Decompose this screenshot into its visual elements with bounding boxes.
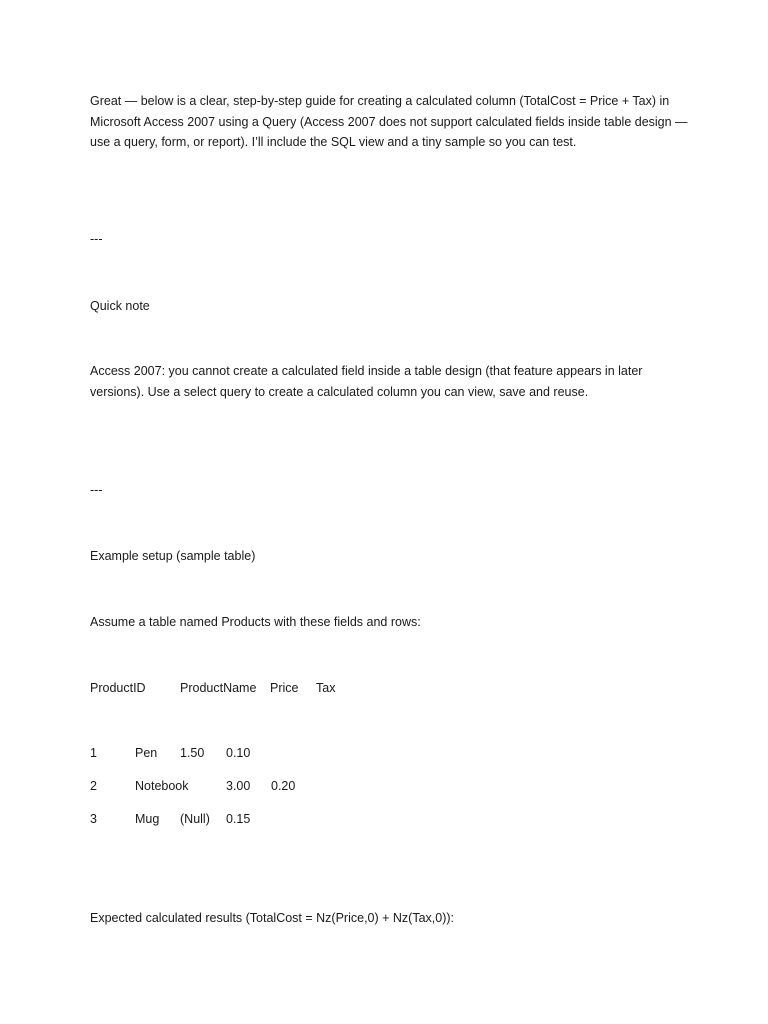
table-cell: 0.20 bbox=[271, 779, 296, 793]
separator: --- bbox=[90, 483, 103, 497]
table-cell: 1 bbox=[90, 746, 97, 760]
separator: --- bbox=[90, 232, 103, 246]
table-cell: Mug bbox=[135, 812, 160, 826]
table-header-cell: ProductName bbox=[180, 681, 257, 695]
table-header-cell: Tax bbox=[316, 681, 336, 695]
example-intro: Assume a table named Products with these fields and rows: bbox=[90, 615, 421, 629]
table-header-cell: ProductID bbox=[90, 681, 146, 695]
intro-paragraph: Great — below is a clear, step-by-step guide for creating a calculated column (TotalCost = Price + Tax) in Microsoft Access 2007 using a Query (Access 2007 does not support calculated fields inside table design — use a query, form, or report). I’ll include the SQL view and a tiny sample so you can test. bbox=[90, 94, 688, 149]
table-cell: (Null) bbox=[180, 812, 210, 826]
example-heading: Example setup (sample table) bbox=[90, 549, 256, 563]
table-cell: 3 bbox=[90, 812, 97, 826]
table-cell: 1.50 bbox=[180, 746, 205, 760]
quick-note-heading: Quick note bbox=[90, 299, 150, 313]
quick-note-body: Access 2007: you cannot create a calculated field inside a table design (that feature appears in later versions). Use a select query to create a calculated column you can view, save and reuse. bbox=[90, 364, 643, 399]
table-cell: 0.15 bbox=[226, 812, 251, 826]
table-cell: 0.10 bbox=[226, 746, 251, 760]
table-cell: Pen bbox=[135, 746, 158, 760]
table-header-cell: Price bbox=[270, 681, 299, 695]
table-cell: 3.00 bbox=[226, 779, 251, 793]
table-cell: Notebook bbox=[135, 779, 189, 793]
expected-results-line: Expected calculated results (TotalCost = Nz(Price,0) + Nz(Tax,0)): bbox=[90, 911, 455, 925]
table-cell: 2 bbox=[90, 779, 97, 793]
